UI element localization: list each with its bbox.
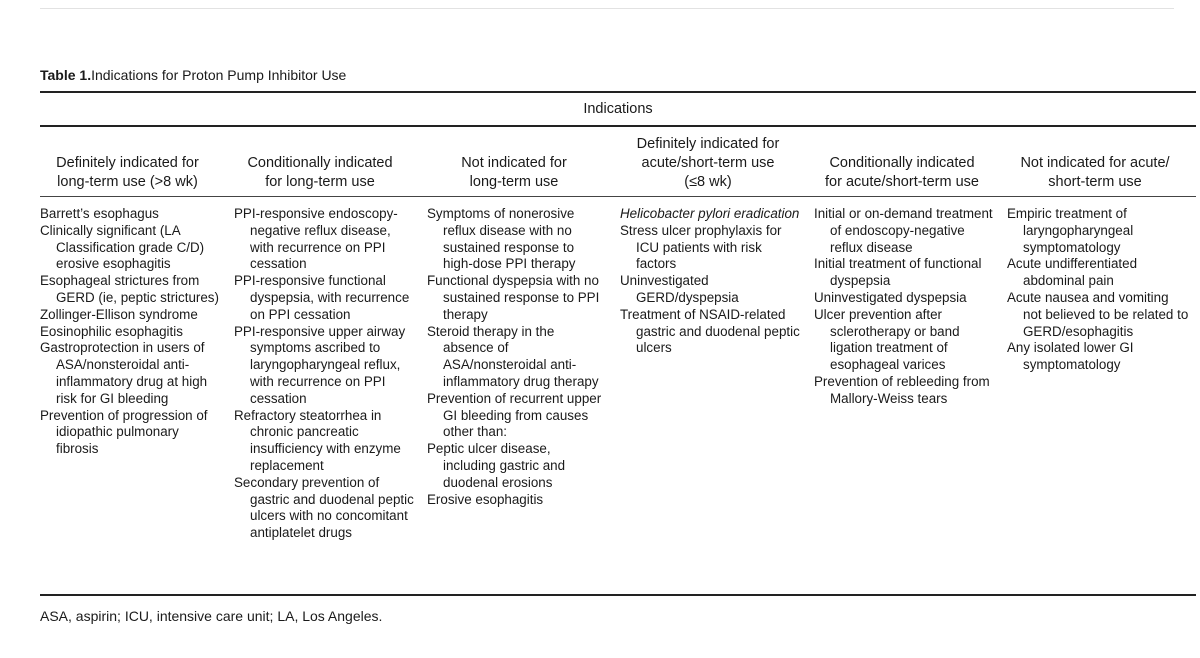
list-item: Helicobacter pylori eradication: [620, 206, 800, 221]
table-bottom-rule: [40, 594, 1196, 596]
header-line: long-term use: [469, 174, 559, 190]
header-line: Definitely indicated for: [636, 136, 780, 152]
list-item: Uninvestigated dyspepsia: [814, 289, 967, 305]
list-item: Steroid therapy in the absence of ASA/nonsteroidal anti-inflammatory drug therapy: [427, 323, 599, 389]
list-item: Prevention of progression of idiopathic pulmonary fibrosis: [40, 407, 208, 457]
table-title: Indications for Proton Pump Inhibitor Use: [91, 67, 347, 83]
table-label: Table 1.: [40, 67, 92, 83]
header-line: short-term use: [1048, 174, 1142, 190]
list-item: Acute nausea and vomiting not believed to be related to GERD/esophagitis: [1007, 289, 1189, 339]
header-line: Not indicated for acute/: [1020, 155, 1170, 171]
list-item: Esophageal strictures from GERD (ie, peptic strictures): [40, 273, 219, 305]
list-item: Eosinophilic esophagitis: [40, 323, 183, 339]
list-item: Prevention of recurrent upper GI bleeding from causes other than:: [427, 390, 602, 440]
group-header-rule: [40, 125, 1196, 127]
column-body: [1007, 206, 1190, 374]
list-item: PPI-responsive endoscopy-negative reflux disease, with recurrence on PPI cessation: [234, 206, 398, 272]
column-header: [40, 136, 215, 192]
list-item: Treatment of NSAID-related gastric and duodenal peptic ulcers: [620, 306, 800, 356]
list-item: Ulcer prevention after sclerotherapy or band ligation treatment of esophageal varices: [814, 306, 960, 373]
list-item: Empiric treatment of laryngopharyngeal symptomatology: [1007, 206, 1134, 255]
header-line: Conditionally indicated: [247, 155, 393, 171]
list-item: Initial or on-demand treatment of endoscopy-negative reflux disease: [814, 206, 993, 255]
column-body: [40, 206, 220, 458]
column-header: [1000, 136, 1190, 192]
list-item: Any isolated lower GI symptomatology: [1007, 340, 1134, 373]
list-item: Barrett’s esophagus: [40, 206, 159, 221]
list-item: Prevention of rebleeding from Mallory-Weiss tears: [814, 373, 990, 406]
list-item: PPI-responsive upper airway symptoms ascribed to laryngopharyngeal reflux, with recurrence on PPI cessation: [234, 323, 406, 406]
list-item: Peptic ulcer disease, including gastric and duodenal erosions: [427, 441, 566, 490]
list-item: Gastroprotection in users of ASA/nonsteroidal anti-inflammatory drug at high risk for GI bleeding: [40, 340, 208, 406]
column-body: [620, 206, 800, 357]
column-body: [427, 206, 607, 508]
list-item: Stress ulcer prophylaxis for ICU patients with risk factors: [620, 222, 782, 272]
table-caption: [40, 66, 346, 84]
list-item: Initial treatment of functional dyspepsia: [814, 256, 982, 289]
list-item: Secondary prevention of gastric and duodenal peptic ulcers with no concomitant antiplatelet drugs: [234, 474, 414, 541]
header-line: long-term use (>8 wk): [57, 174, 198, 190]
header-line: acute/short-term use: [641, 155, 775, 171]
list-item: Functional dyspepsia with no sustained response to PPI therapy: [427, 273, 600, 322]
table-footnote: ASA, aspirin; ICU, intensive care unit; LA, Los Angeles.: [40, 608, 383, 624]
list-item: Zollinger-Ellison syndrome: [40, 306, 198, 322]
header-line: (≤8 wk): [684, 174, 732, 190]
column-header: [418, 136, 610, 192]
column-header: [612, 136, 804, 192]
header-line: Not indicated for: [461, 155, 567, 171]
column-header-rule: [40, 196, 1196, 197]
table-top-rule: [40, 91, 1196, 93]
column-body: [234, 206, 414, 542]
list-item: Uninvestigated GERD/dyspepsia: [620, 273, 739, 305]
indications-group-header: Indications: [583, 101, 653, 117]
list-item: Acute undifferentiated abdominal pain: [1007, 256, 1138, 289]
list-item: Symptoms of nonerosive reflux disease with no sustained response to high-dose PPI therapy: [427, 206, 576, 272]
column-header: [806, 136, 998, 192]
list-item: Refractory steatorrhea in chronic pancreatic insufficiency with enzyme replacement: [234, 407, 401, 473]
header-line: for acute/short-term use: [825, 174, 979, 190]
header-line: for long-term use: [265, 174, 375, 190]
list-item: PPI-responsive functional dyspepsia, with recurrence on PPI cessation: [234, 273, 410, 322]
column-header: [222, 136, 418, 192]
column-body: [814, 206, 994, 408]
header-line: Definitely indicated for: [56, 155, 199, 171]
list-item: Erosive esophagitis: [427, 491, 544, 507]
page-top-divider: [40, 8, 1174, 9]
header-line: Conditionally indicated: [829, 155, 975, 171]
list-item: Clinically significant (LA Classification grade C/D) erosive esophagitis: [40, 222, 205, 272]
